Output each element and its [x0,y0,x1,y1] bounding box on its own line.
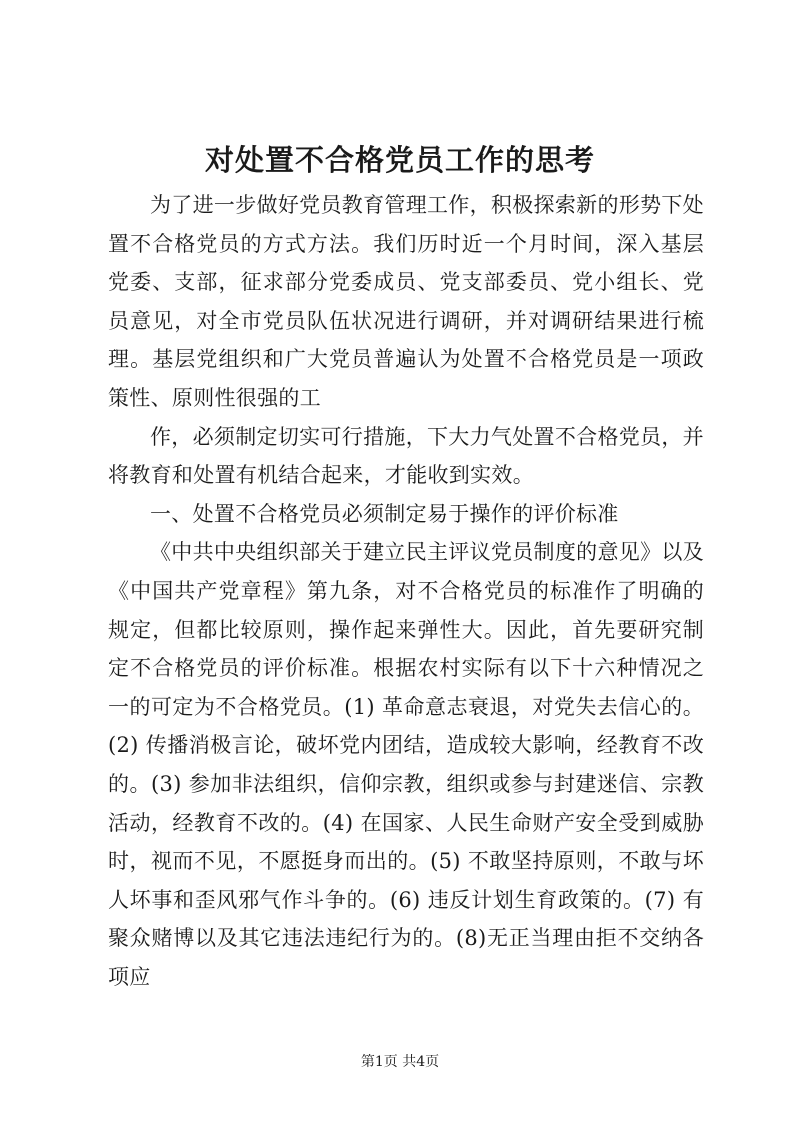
section-heading-1: 一、处置不合格党员必须制定易于操作的评价标准 [150,501,619,526]
document-title: 对处置不合格党员工作的思考 [204,143,595,177]
paragraph-intro: 为了进一步做好党员教育管理工作，积极探索新的形势下处置不合格党员的方式方法。我们历时近一个月时间，深入基层党委、支部，征求部分党委成员、党支部委员、党小组长、党员意见，对全市党员队伍状况进行调研，并对调研结果进行梳理。基层党组织和广大党员普遍认为处置不合格党员是一项政策性、原则性很强的工 [108,193,704,410]
paragraph-criteria: 《中共中央组织部关于建立民主评议党员制度的意见》以及《中国共产党章程》第九条，对不合格党员的标准作了明确的规定，但都比较原则，操作起来弹性大。因此，首先要研究制定不合格党员的评价标准。根据农村实际有以下十六种情况之一的可定为不合格党员。(1) 革命意志衰退，对党失去信心的。(2) 传播消极言论，破坏党内团结，造成较大影响，经教育不改的。(3) 参加非法组织，信仰宗教，组织或参与封建迷信、宗教活动，经教育不改的。(4) 在国家、人民生命财产安全受到威胁时，视而不见，不愿挺身而出的。(5) 不敢坚持原则，不敢与坏人坏事和歪风邪气作斗争的。(6) 违反计划生育政策的。(7) 有聚众赌博以及其它违法违纪行为的。(8)无正当理由拒不交纳各项应 [108,540,704,989]
paragraph-continuation: 作，必须制定切实可行措施，下大力气处置不合格党员，并将教育和处置有机结合起来，才能收到实效。 [108,424,704,488]
page-footer: 第1页 共4页 [360,1054,440,1070]
document-body [108,186,704,996]
